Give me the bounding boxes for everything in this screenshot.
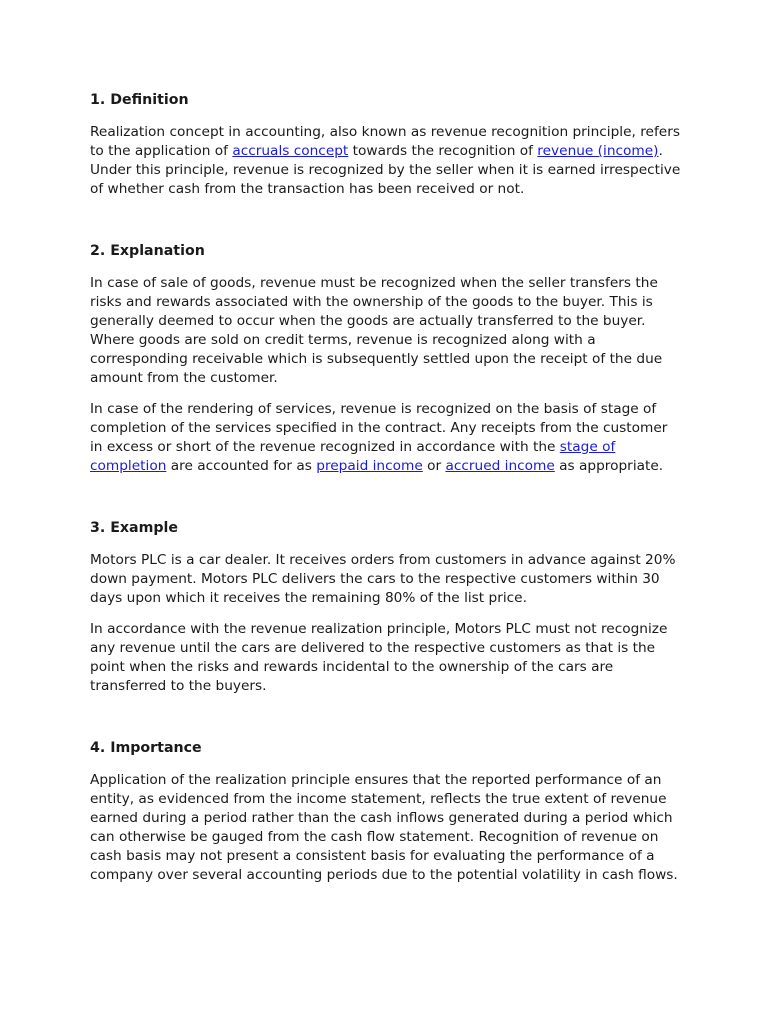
accrued-income-link[interactable]: accrued income	[445, 458, 555, 474]
explanation-paragraph-services	[90, 400, 682, 476]
heading-explanation: 2. Explanation	[90, 243, 205, 259]
accruals-concept-link[interactable]: accruals concept	[232, 143, 349, 159]
heading-importance: 4. Importance	[90, 740, 202, 756]
importance-paragraph: Application of the realization principle ensures that the reported performance of an entity, as evidenced from the income statement, reflects the true extent of revenue earned during a period rather than the cash inflows generated during a period which can otherwise be gauged from the cash flow statement. Recognition of revenue on cash basis may not present a consistent basis for evaluating the performance of a company over several accounting periods due to the potential volatility in cash flows.	[90, 772, 678, 883]
section-explanation	[90, 242, 682, 476]
example-paragraph-2: In accordance with the revenue realization principle, Motors PLC must not recognize any revenue until the cars are delivered to the respective customers as that is the point when the risks and rewards incidental to the ownership of the cars are transferred to the buyers.	[90, 621, 668, 694]
example-paragraph-1: Motors PLC is a car dealer. It receives orders from customers in advance against 20% down payment. Motors PLC delivers the cars to the respective customers within 30 days upon which it receives the remaining 80% of the list price.	[90, 552, 676, 606]
section-spacer	[90, 211, 682, 242]
stage-of-completion-link[interactable]: stage of completion	[90, 439, 616, 474]
services-text-4: as appropriate.	[554, 458, 664, 474]
section-importance	[90, 739, 682, 885]
heading-example: 3. Example	[90, 520, 179, 536]
definition-text-3: . Under this principle, revenue is recognized by the seller when it is earned irrespective of whether cash from the transaction has been received or not.	[90, 143, 681, 197]
definition-text-1: Realization concept in accounting, also known as revenue recognition principle, refers to the application of	[90, 124, 680, 159]
heading-definition: 1. Definition	[90, 92, 189, 108]
explanation-paragraph-goods: In case of sale of goods, revenue must be recognized when the seller transfers the risks and rewards associated with the ownership of the goods to the buyer. This is generally deemed to occur when the goods are actually transferred to the buyer. Where goods are sold on credit terms, revenue is recognized along with a corresponding receivable which is subsequently settled upon the receipt of the due amount from the customer.	[90, 275, 663, 386]
section-definition	[90, 91, 682, 199]
section-spacer	[90, 488, 682, 519]
definition-text-2: towards the recognition of	[348, 143, 538, 159]
services-text-3: or	[422, 458, 446, 474]
services-text-1: In case of the rendering of services, revenue is recognized on the basis of stage of completion of the services specified in the contract. Any receipts from the customer in excess or short of the revenue recognized in accordance with the	[90, 401, 668, 455]
prepaid-income-link[interactable]: prepaid income	[316, 458, 423, 474]
services-text-2: are accounted for as	[166, 458, 317, 474]
section-example	[90, 519, 682, 696]
definition-paragraph	[90, 123, 682, 199]
revenue-income-link[interactable]: revenue (income)	[537, 143, 659, 159]
section-spacer	[90, 708, 682, 739]
